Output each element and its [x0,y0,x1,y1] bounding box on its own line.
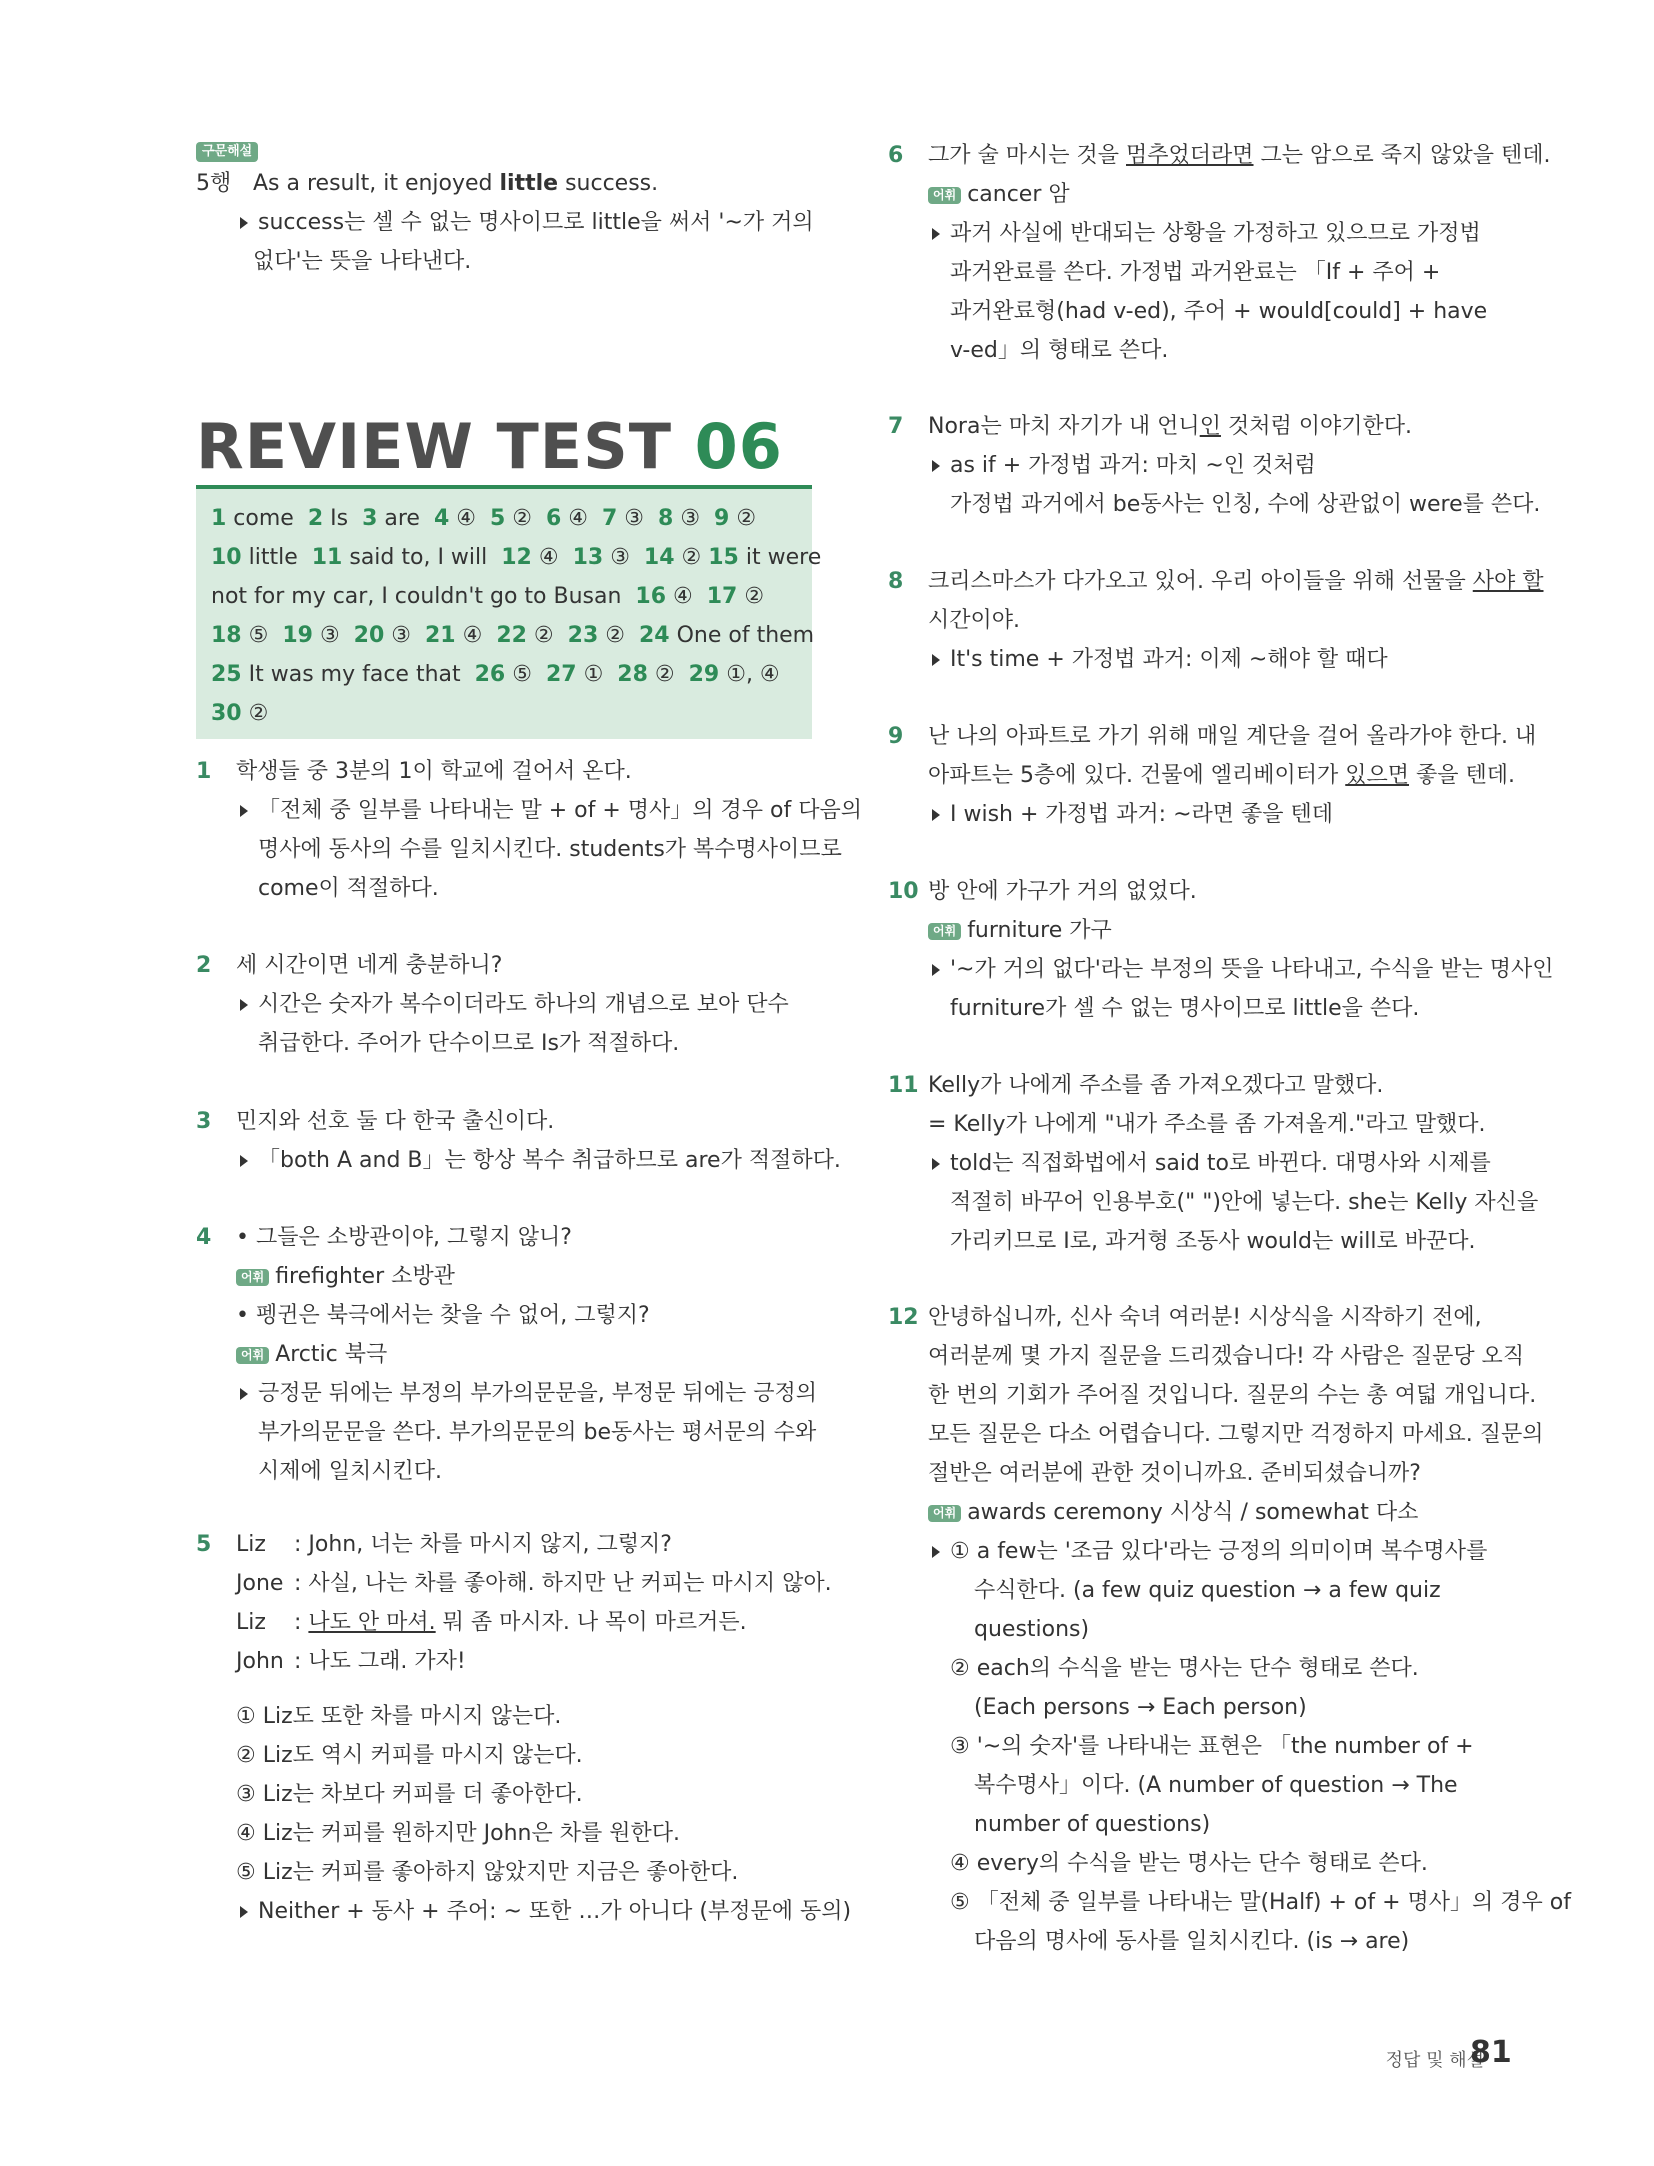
answer-number: 6 [545,506,562,531]
answer-text: ② [598,623,639,648]
answer-number: 30 [211,701,242,726]
answer-number: 27 [545,662,577,687]
item-7: 7 Nora는 마치 자기가 내 언니인 것처럼 이야기한다. as if + 가정법 과거: 마치 ~인 것처럼 가정법 과거에서 be동사는 인칭, 수에 상관없이 were를 쓴다. [888,414,1541,517]
answer-text: It was my face that [241,662,475,687]
answer-number: 16 [635,584,667,609]
answer-number: 23 [567,623,599,648]
answer-text: ② [241,701,269,726]
answer-text: ⑤ [505,662,546,687]
answer-key-line [211,499,756,538]
answer-number: 1 [211,506,227,531]
answer-text: ① [576,662,618,687]
answer-number: 14 [643,545,675,570]
item-4: 4 • 그들은 소방관이야, 그렇지 않니? 어휘 firefighter 소방관 • 펭귄은 북극에서는 찾을 수 없어, 그렇지? 어휘 Arctic 북극 긍정문 뒤에는 부정의 부가의문문을, 부정문 뒤에는 긍정의 부가의문문을 쓴다. 부가의문문의 be동사는 평서문의 수와 시제에 일치시킨다. [196,1225,818,1484]
answer-text: are [377,506,434,531]
answer-number: 10 [211,545,242,570]
answer-text: ④ [449,506,490,531]
item-10: 10 방 안에 가구가 거의 없었다. 어휘 furniture 가구 '~가 거의 없다'라는 부정의 뜻을 나타내고, 수식을 받는 명사인 furniture가 셀 수 없는 명사이므로 little을 쓴다. [888,879,1554,1021]
grammar-note-explanation: success는 셀 수 없는 명사이므로 little을 써서 '~가 거의 [196,203,814,242]
answer-number: 2 [307,506,324,531]
item-3: 3 민지와 선호 둘 다 한국 출신이다. 「both A and B」는 항상 복수 취급하므로 are가 적절하다. [196,1109,841,1173]
answer-text: ①, ④ [719,662,780,687]
answer-number: 9 [714,506,730,531]
answer-text: come [226,506,308,531]
answer-text: ⑤ [241,623,283,648]
item-2: 2 세 시간이면 네게 충분하니? 시간은 숫자가 복수이더라도 하나의 개념으로 보아 단수 취급한다. 주어가 단수이므로 Is가 적절하다. [196,953,789,1056]
answer-text: One of them [669,623,815,648]
answer-key-line [211,655,780,694]
answer-key-box [196,489,822,739]
answer-number: 4 [433,506,450,531]
answer-text: ③ [312,623,354,648]
answer-text: ② [505,506,546,531]
answer-number: 21 [424,623,456,648]
footer-label: 정답 및 해설 [1385,2050,1484,2071]
answer-number: 18 [211,623,242,648]
answer-text: ② [674,545,709,570]
answer-text: little [241,545,312,570]
answer-number: 12 [501,545,532,570]
page-title: REVIEW TEST 06 [196,410,783,483]
answer-number: 20 [353,623,385,648]
answer-text: ③ [384,623,425,648]
answer-number: 25 [211,662,242,687]
answer-number: 29 [688,662,720,687]
answer-text: ④ [455,623,497,648]
answer-text: ④ [561,506,602,531]
answer-text: ③ [617,506,659,531]
item-8: 8 크리스마스가 다가오고 있어. 우리 아이들을 위해 선물을 사야 할 시간이야. It's time + 가정법 과거: 이제 ~해야 할 때다 [888,569,1544,672]
answer-text: ④ [531,545,573,570]
answer-number: 11 [311,545,343,570]
answer-number: 19 [282,623,313,648]
answer-text: ② [729,506,757,531]
item-9: 9 난 나의 아파트로 가기 위해 매일 계단을 걸어 올라가야 한다. 내 아파트는 5층에 있다. 건물에 엘리베이터가 있으면 좋을 텐데. I wish + 가정법 과거: ~라면 좋을 텐데 [888,724,1537,827]
answer-key-line [211,694,268,733]
grammar-note-section: 구문해설 5행 As a result, it enjoyed little success. success는 셀 수 없는 명사이므로 little을 써서 '~가 거의 없다'는 뜻을 나타낸다. [196,140,814,281]
answer-number: 5 [489,506,506,531]
answer-number: 8 [658,506,674,531]
item-6: 6 그가 술 마시는 것을 멈추었더라면 그는 암으로 죽지 않았을 텐데. 어휘 cancer 암 과거 사실에 반대되는 상황을 가정하고 있으므로 가정법 과거완료를 쓴다. 가정법 과거완료는 「If + 주어 + 과거완료형(had v-ed), 주어 + would[could] + have v-ed」의 형태로 쓴다. [888,143,1551,363]
answer-number: 17 [706,584,738,609]
item-5: 5 Liz : John, 너는 차를 마시지 않지, 그렇지? Jone : 사실, 나는 차를 좋아해. 하지만 난 커피는 마시지 않아. Liz : 나도 안 마셔. 뭐 좀 마시자. 나 목이 마르거든. John : 나도 그래. 가자! ① Liz도 또한 차를 마시지 않는다. ② Liz도 역시 커피를 마시지 않는다. ③ Liz는 차보다 커피를 더 좋아한다. ④ Liz는 커피를 원하지만 John은 차를 원한다. ⑤ Liz는 커피를 좋아하지 않았지만 지금은 좋아한다. Neither + 동사 + 주어: ~ 또한 …가 아니다 (부정문에 동의) [196,1532,852,1924]
answer-text: ② [526,623,568,648]
answer-number: 7 [602,506,618,531]
answer-key-line [211,616,814,655]
answer-key-line [211,538,821,577]
answer-text: ③ [673,506,715,531]
answer-text: ④ [666,584,707,609]
answer-number: 24 [638,623,670,648]
answer-number: 3 [362,506,378,531]
answer-text: not for my car, I couldn't go to Busan [211,584,636,609]
grammar-note-sentence: 5행 As a result, it enjoyed little success. [196,171,659,196]
answer-text: ③ [603,545,644,570]
item-1: 1 학생들 중 3분의 1이 학교에 걸어서 온다. 「전체 중 일부를 나타내는 말 + of + 명사」의 경우 of 다음의 명사에 동사의 수를 일치시킨다. students가 복수명사이므로 come이 적절하다. [196,759,862,901]
page-number: 81 [1470,2035,1512,2070]
answer-number: 13 [572,545,604,570]
answer-text: ② [737,584,765,609]
answer-number: 15 [708,545,739,570]
answer-number: 22 [496,623,527,648]
answer-number: 28 [617,662,648,687]
item-12: 12 안녕하십니까, 신사 숙녀 여러분! 시상식을 시작하기 전에, 여러분께 몇 가지 질문을 드리겠습니다! 각 사람은 질문당 오직 한 번의 기회가 주어질 것입니다. 질문의 수는 총 여덟 개입니다. 모든 질문은 다소 어렵습니다. 그렇지만 걱정하지 마세요. 질문의 절반은 여러분에 관한 것이니까요. 준비되셨습니까? 어휘 awards ceremony 시상식 / somewhat 다소 ① a few는 '조금 있다'라는 긍정의 의미이며 복수명사를 수식한다. (a few quiz question → a few quiz questions) ② each의 수식을 받는 명사는 단수 형태로 쓴다. (Each persons → Each person) ③ '~의 숫자'를 나타내는 표현은 「the number of + 복수명사」이다. (A number of question → The number of questions) ④ every의 수식을 받는 명사는 단수 형태로 쓴다. ⑤ 「전체 중 일부를 나타내는 말(Half) + of + 명사」의 경우 of 다음의 명사에 동사를 일치시킨다. (is → are) [888,1305,1572,1954]
answer-key-line [211,577,764,616]
grammar-note-badge: 구문해설 [196,140,814,162]
answer-number: 26 [474,662,506,687]
answer-text: Is [323,506,363,531]
item-11: 11 Kelly가 나에게 주소를 좀 가져오겠다고 말했다. = Kelly가 나에게 "내가 주소를 좀 가져올게."라고 말했다. told는 직접화법에서 said to로 바뀐다. 대명사와 시제를 적절히 바꾸어 인용부호(" ")안에 넣는다. she는 Kelly 자신을 가리키므로 I로, 과거형 조동사 would는 will로 바꾼다. [888,1073,1539,1254]
answer-text: ② [647,662,689,687]
answer-text: said to, I will [342,545,502,570]
answer-text: it were [738,545,822,570]
